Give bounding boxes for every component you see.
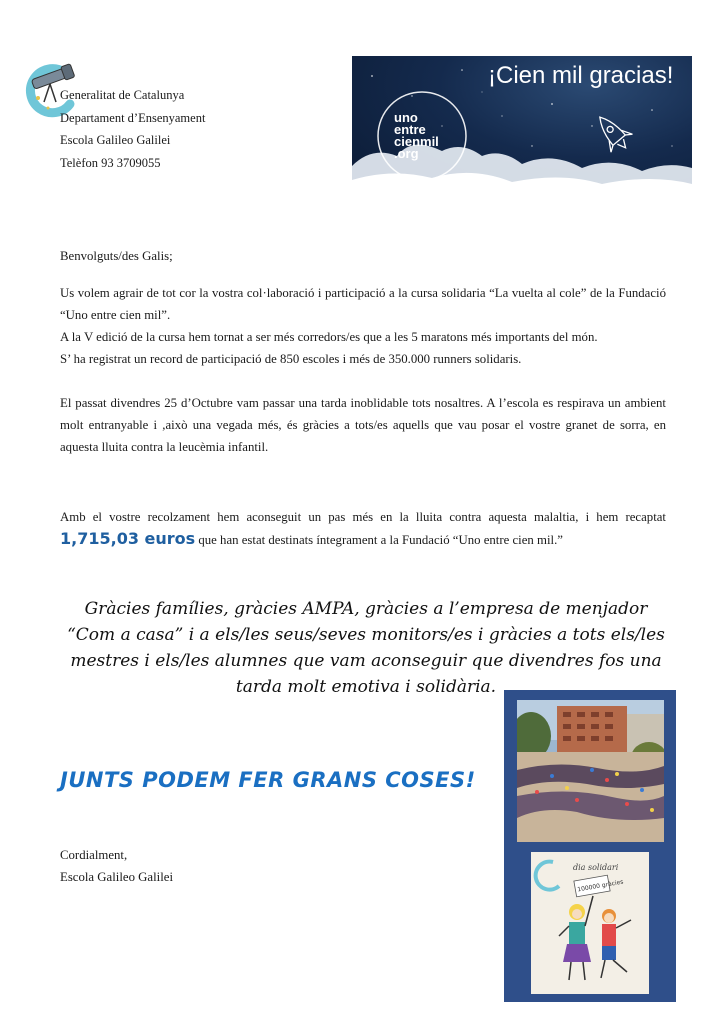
header-line: Escola Galileo Galilei xyxy=(60,133,171,147)
school-race-photo xyxy=(517,700,664,842)
cien-mil-gracias-banner xyxy=(352,56,692,200)
header-line: Telèfon 93 3709055 xyxy=(60,155,161,170)
paragraph-3-text: Amb el vostre recolzament hem aconseguit un pas més en la lluita contra aquesta malaltia, i hem recaptat xyxy=(60,510,666,524)
signature: Escola Galileo Galilei xyxy=(60,870,173,884)
thanks-message: Gràcies famílies, gràcies AMPA, gràcies a l’empresa de menjador “Com a casa” i a els/les seus/seves monitors/es i gràcies a tots els/les mestres i els/les alumnes que vam aconseguir que divendres fos una tarda molt emotiva i solidària. xyxy=(67,599,665,697)
drawing-caption: dia solidari xyxy=(573,863,619,872)
brand-line: entre xyxy=(394,122,426,137)
amount-raised: 1,715,03 euros xyxy=(60,529,196,548)
children-drawing xyxy=(531,852,649,994)
banner-title: ¡Cien mil gracias! xyxy=(488,62,674,89)
greeting: Benvolguts/des Galis; xyxy=(60,249,173,263)
school-header xyxy=(60,84,205,174)
closing-line: Cordialment, xyxy=(60,848,128,862)
paragraph-1-line: A la V edició de la cursa hem tornat a ser més corredors/es que a les 5 maratons més importants del món. xyxy=(60,330,598,344)
banner-brand xyxy=(394,112,439,160)
brand-line: cienmil xyxy=(394,134,439,149)
header-line: Generalitat de Catalunya xyxy=(60,88,185,102)
paragraph-3 xyxy=(60,506,666,551)
slogan: JUNTS PODEM FER GRANS COSES! xyxy=(60,768,476,792)
paragraph-1 xyxy=(60,282,666,370)
paragraph-1-line: S’ ha registrat un record de participació de 850 escoles i més de 350.000 runners solidaris. xyxy=(60,352,522,366)
brand-line: .org xyxy=(394,146,419,161)
paragraph-2: El passat divendres 25 d’Octubre vam passar una tarda inoblidable tots nosaltres. A l’escola es respirava un ambient molt entranyable i ,això una vegada més, és gràcies a tots/es aquells que vau posar el vostre granet de sorra, en aquesta lluita contra la leucèmia infantil. xyxy=(60,396,666,454)
paragraph-1-line: Us volem agrair de tot cor la vostra col·laboració i participació a la cursa solidaria “La vuelta al cole” de la Fundació “Uno entre cien mil”. xyxy=(60,286,666,322)
header-line: Departament d’Ensenyament xyxy=(60,110,206,125)
paragraph-3-text: que han estat destinats íntegrament a la Fundació “Uno entre cien mil.” xyxy=(195,533,563,547)
brand-line: uno xyxy=(394,110,418,125)
drawing-sign: 100000 gràcies xyxy=(576,878,624,894)
closing xyxy=(60,844,173,888)
